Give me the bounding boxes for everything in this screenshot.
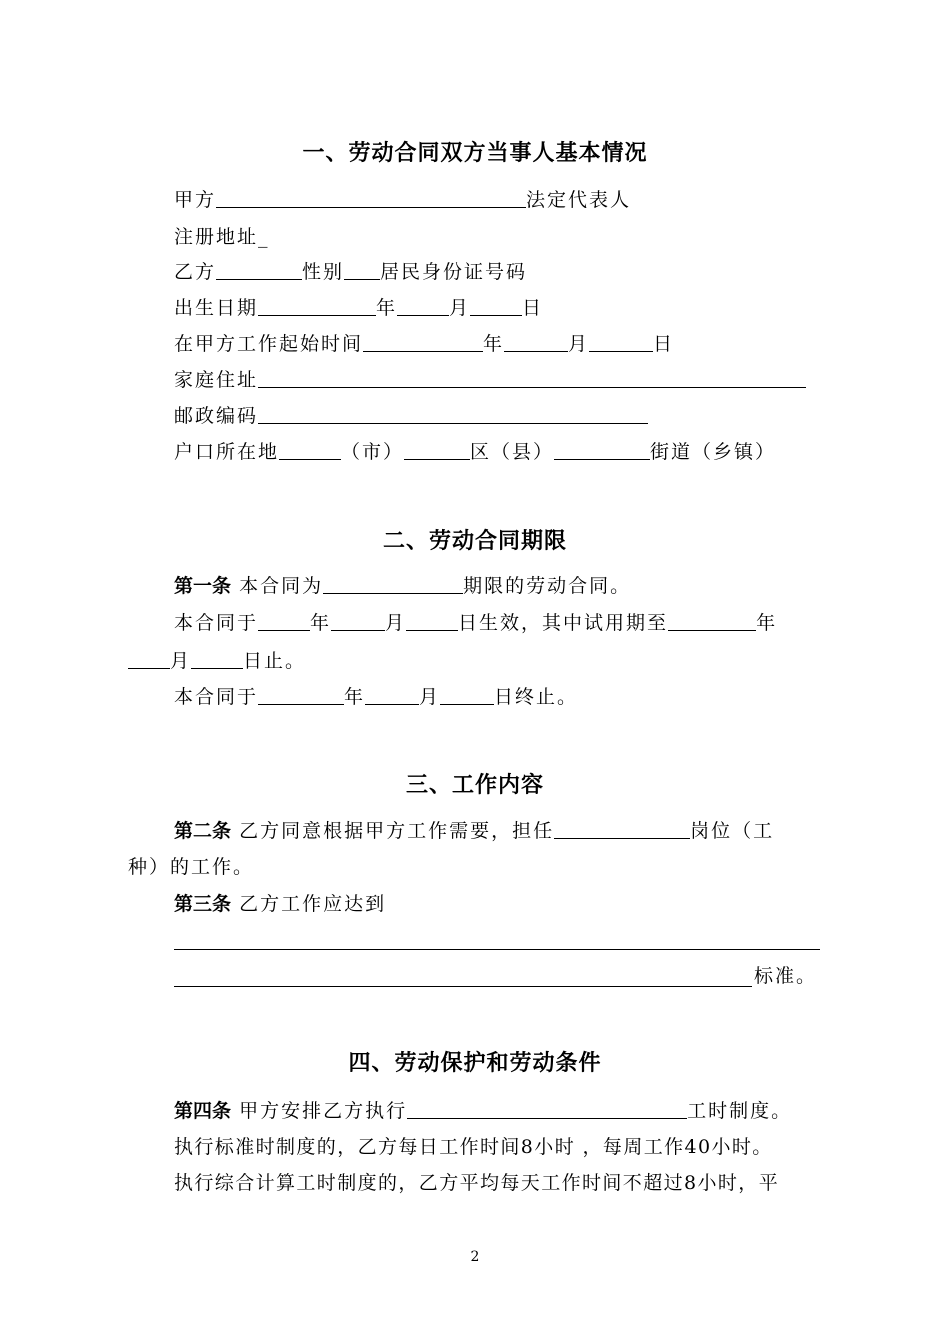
effective-month-blank[interactable] [331, 610, 385, 631]
party-a-line: 甲方 法定代表人 [174, 189, 632, 211]
end-month-blank[interactable] [365, 684, 419, 705]
start-year-blank[interactable] [363, 331, 483, 352]
postal-code-line: 邮政编码 [174, 403, 648, 429]
end-day-blank[interactable] [440, 684, 494, 705]
birth-date-line: 出生日期 年 月 日 [174, 297, 544, 319]
composite-hours-line: 执行综合计算工时制度的，乙方平均每天工作时间不超过8小时，平 [174, 1172, 780, 1194]
start-month-blank[interactable] [504, 331, 568, 352]
article-3-line: 第三条 乙方工作应达到 [174, 893, 387, 915]
standard-hours-line: 执行标准时制度的，乙方每日工作时间8小时 ，每周工作40小时。 [174, 1136, 773, 1158]
probation-day-blank[interactable] [191, 648, 243, 669]
registered-address-line: 注册地址_ [174, 226, 270, 248]
standard-blank-line-1[interactable] [174, 949, 820, 950]
home-address-line: 家庭住址 [174, 367, 806, 393]
hukou-city-blank[interactable] [279, 439, 341, 460]
work-hour-system-blank[interactable] [407, 1098, 687, 1119]
start-day-blank[interactable] [589, 331, 653, 352]
gender-blank[interactable] [344, 259, 380, 280]
position-blank[interactable] [554, 818, 690, 839]
hukou-district-blank[interactable] [404, 439, 470, 460]
end-year-blank[interactable] [258, 684, 344, 705]
probation-month-blank[interactable] [128, 648, 170, 669]
probation-end-line: 月 日止。 [128, 648, 306, 674]
postal-code-blank[interactable] [258, 403, 648, 424]
article-2-line: 第二条 乙方同意根据甲方工作需要，担任 岗位（工 [174, 820, 775, 842]
term-type-blank[interactable] [323, 573, 463, 594]
article-2-continued: 种）的工作。 [128, 856, 255, 878]
section-heading-labor-protection: 四、劳动保护和劳动条件 [348, 1051, 602, 1076]
article-4-line: 第四条 甲方安排乙方执行 工时制度。 [174, 1100, 793, 1122]
termination-date-line: 本合同于 年 月 日终止。 [174, 686, 579, 708]
birth-month-blank[interactable] [397, 295, 449, 316]
party-b-blank[interactable] [216, 259, 302, 280]
hukou-line: 户口所在地 （市） 区（县） 街道（乡镇） [174, 441, 777, 463]
birth-day-blank[interactable] [470, 295, 522, 316]
party-b-line: 乙方 性别 居民身份证号码 [174, 261, 528, 283]
effective-day-blank[interactable] [406, 610, 458, 631]
section-heading-basic-info: 一、劳动合同双方当事人基本情况 [302, 141, 648, 166]
start-work-line: 在甲方工作起始时间 年 月 日 [174, 333, 675, 355]
hukou-street-blank[interactable] [554, 439, 650, 460]
page-number: 2 [470, 1249, 480, 1265]
standard-suffix: 标准。 [754, 965, 818, 987]
article-1-line: 第一条 本合同为 期限的劳动合同。 [174, 575, 632, 597]
birth-year-blank[interactable] [258, 295, 376, 316]
section-heading-work-content: 三、工作内容 [405, 773, 544, 798]
home-address-blank[interactable] [258, 367, 806, 388]
party-a-blank[interactable] [216, 187, 526, 208]
standard-blank-line-2[interactable] [174, 986, 752, 987]
effective-date-line: 本合同于 年 月 日生效，其中试用期至 年 [174, 612, 778, 634]
effective-year-blank[interactable] [258, 610, 310, 631]
section-heading-term: 二、劳动合同期限 [382, 529, 567, 554]
probation-year-blank[interactable] [668, 610, 756, 631]
